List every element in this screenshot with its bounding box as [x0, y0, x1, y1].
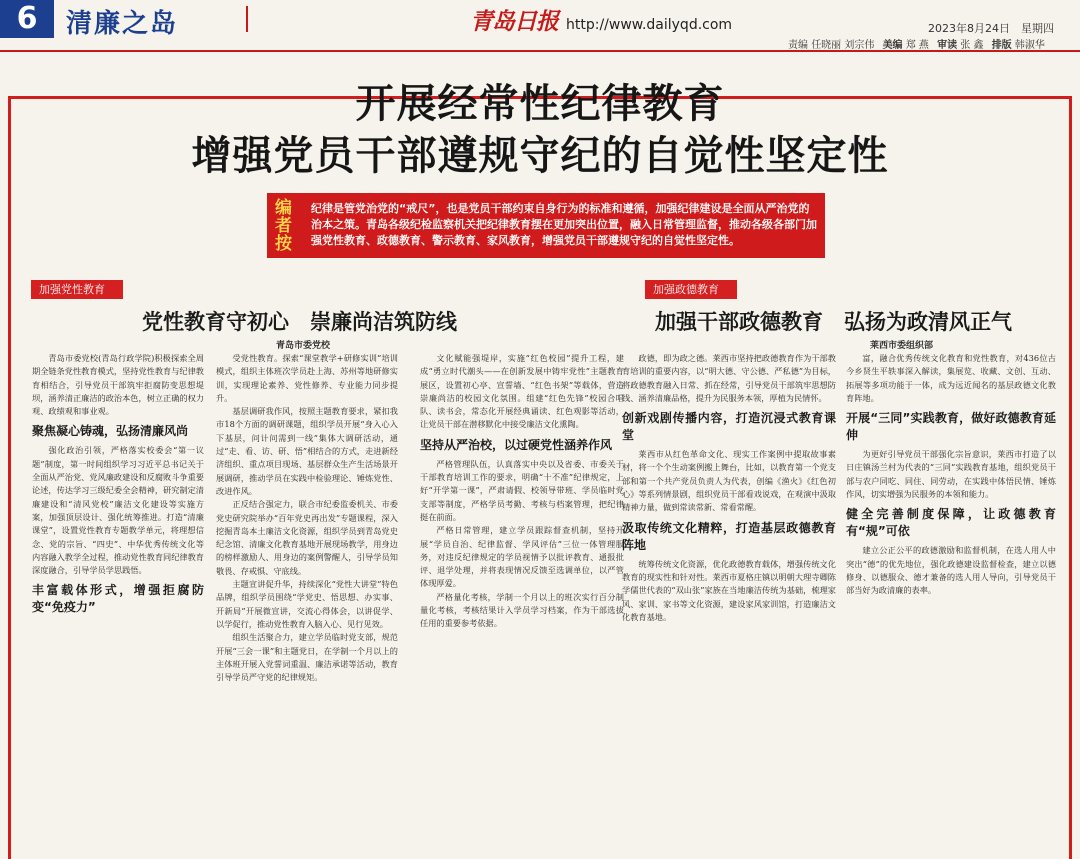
credit-name: 郑 燕 — [905, 40, 929, 51]
website-url[interactable]: http://www.dailyqd.com — [566, 17, 733, 33]
masthead — [0, 0, 1080, 52]
credit-name: 韩淑华 — [1014, 40, 1045, 51]
paragraph: 严格量化考核，学制一个月以上的班次实行百分制量化考核，考核结果计入学员学习档案，作为干部选拔任用的重要参考依据。 — [420, 591, 624, 629]
right-article-byline: 莱西市委组织部 — [870, 341, 934, 351]
paragraph: 严格日常管理，建立学员跟踪督查机制，坚持开展“学员自治、纪律监督、学风评估”三位一体管理服务，对违反纪律规定的学员视情予以批评教育、通报批评、退学处理，并将表现情况反馈至选调单位，以严管体现厚爱。 — [420, 525, 624, 589]
section-title: 清廉之岛 — [66, 9, 179, 39]
editor-note — [267, 193, 825, 258]
headline-line-1: 开展经常性纪律教育 — [355, 81, 725, 127]
credit-role: 美编 — [882, 40, 903, 51]
headline-line-2: 增强党员干部遵规守纪的自觉性坚定性 — [191, 133, 889, 179]
paragraph: 组织生活聚合力，建立学员临时党支部，规范开展“三会一课”和主题党日，在学制一个月以上的主体班开展入党誓词重温、廉洁承诺等活动，教育引导学员严守党的纪律规矩。 — [216, 632, 398, 683]
paragraph: 受党性教育。探索“课堂教学+研修实训”培训模式，组织主体班次学员赴上海、苏州等地研修实训，实现理论素养、党性修养、专业能力同步提升。 — [216, 353, 398, 403]
paragraph: 莱西市从红色革命文化、现实工作案例中提取故事素材，将一个个生动案例搬上舞台，比如，以教育第一个党支部和第一个共产党员负责人为代表，创编《渔火》《红色初心》等系列情景剧，组织党员干部看戏说戏，在观演中汲取精神力量，做到常读常新、常看常醒。 — [622, 449, 836, 513]
subheading: 丰富载体形式，增强拒腐防变“免疫力” — [32, 583, 204, 615]
paragraph: 政德，即为政之德。莱西市坚持把政德教育作为干部教育培训的重要内容，以“明大德、守公德、严私德”为目标，将政德教育融入日常、抓在经常，引导党员干部筑牢思想防线、涵养清廉品格，提升为民服务本领，厚植为民情怀。 — [622, 353, 836, 403]
credit-role: 排版 — [991, 40, 1012, 51]
paragraph: 强化政治引领，严格落实校委会“第一议题”制度，第一时间组织学习习近平总书记关于全面从严治党、党风廉政建设和反腐败斗争重要论述，传达学习三级纪委全会精神，研究制定清廉建设和“清风党校”廉洁文化建设等实施方案，加强顶层设计、强化统筹推进。打造“清廉课堂”，设置党性教育专题教学单元，将理想信念、党的宗旨、“四史”、中华优秀传统文化等内容融入教学全过程，推动党性教育同纪律教育深度融合，引导学员学思践悟。 — [32, 445, 204, 576]
paragraph: 统筹传统文化资源，优化政德教育载体，增强传统文化教育的现实性和针对性。莱西市夏格庄镇以明朝大理寺卿陈学儒世代表的“双山张”家族在当地廉洁传统为基础，梳理家风、家训、家书等文化资源，建设家风家训馆，打造廉洁文化教育基地。 — [622, 558, 836, 622]
right-article-title: 加强干部政德教育 弘扬为政清风正气 — [655, 310, 1012, 334]
paragraph: 基层调研我作风，按照主题教育要求，紧扣我市18个方面的调研课题，组织学员开展“身入心入下基层，问计问需到一线”集体大调研活动，通过“走、看、访、研、悟”相结合的方式，走进新经济组织、重点项目现场、基层群众生产生活场景开展调研，推动学员在实践中检验理论、锤炼党性、改进作风。 — [216, 406, 398, 496]
subheading: 汲取传统文化精粹，打造基层政德教育阵地 — [622, 520, 836, 552]
editorial-credits — [788, 36, 1045, 51]
paragraph: 文化赋能强堤岸，实施“红色校园”提升工程，建成“勇立时代潮头——在创新发展中铸牢党性”主题教育展区，设置初心亭、宣誓墙、“红色书架”等载体，营造崇廉尚洁的校园文化氛围。组建“红色先锋”校园合唱队、读书会，常态化开展经典诵读、红色观影等活动，让党员干部在潜移默化中接受廉洁文化熏陶。 — [420, 353, 624, 430]
section-divider — [246, 6, 248, 32]
subheading: 健全完善制度保障，让政德教育有“规”可依 — [846, 507, 1056, 539]
left-article-byline: 青岛市委党校 — [276, 341, 331, 351]
left-article-title: 党性教育守初心 崇廉尚洁筑防线 — [142, 310, 457, 334]
paragraph: 青岛市委党校(青岛行政学院)积极探索全周期全链条党性教育模式，坚持党性教育与纪律教育相结合，引导党员干部筑牢拒腐防变思想堤坝，涵养清正廉洁的政治本色，树立正确的权力观、政绩观和事业观。 — [32, 353, 204, 417]
left-section-tag: 加强党性教育 — [31, 280, 123, 299]
credit-name: 张 鑫 — [960, 40, 984, 51]
subheading: 坚持从严治校，以过硬党性涵养作风 — [420, 437, 613, 452]
editor-note-label: 编者按 — [275, 198, 292, 254]
subheading: 开展“三同”实践教育，做好政德教育延伸 — [846, 411, 1056, 443]
right-section-tag: 加强政德教育 — [645, 280, 737, 299]
article-column-4 — [622, 352, 836, 859]
credit-role: 审读 — [937, 40, 958, 51]
editor-note-text: 纪律是管党治党的“戒尺”，也是党员干部约束自身行为的标准和遵循，加强纪律建设是全面从严治党的治本之策。青岛各级纪检监察机关把纪律教育摆在更加突出位置，融入日常管理监督，推动各级各部门加强党性教育、政德教育、警示教育、家风教育，增强党员干部遵规守纪的自觉性坚定性。 — [311, 202, 817, 247]
subheading: 创新戏剧传播内容，打造沉浸式教育课堂 — [622, 411, 836, 443]
paragraph: 为更好引导党员干部强化宗旨意识，莱西市打造了以日庄镇汤兰村为代表的“三同”实践教育基地，组织党员干部与农户同吃、同住、同劳动，在实践中体悟民情、锤炼作风，切实增强为民服务的本领和能力。 — [846, 449, 1056, 500]
paragraph: 正反结合强定力，联合市纪委监委机关、市委党史研究院举办“百年党史再出发”专题课程，深入挖掘青岛本土廉洁文化资源，组织学员到青岛党史纪念馆、清廉文化教育基地开展现场教学，用身边的榜样激励人、用身边的案例警醒人，引导学员知敬畏、存戒惧、守底线。 — [216, 499, 398, 576]
article-column-1 — [32, 352, 204, 859]
article-column-3 — [420, 352, 624, 859]
paragraph: 建立公正公平的政德激励和监督机制，在选人用人中突出“德”的优先地位，强化政德建设监督检查，建立以德修身、以德服众、德才兼备的选人用人导向，引导党员干部当好为政清廉的表率。 — [846, 545, 1056, 596]
paragraph: 富，融合优秀传统文化教育和党性教育，对436位古今乡贤生平轶事深入解读，集展览、收藏、文创、互动、拓展等多项功能于一体，成为远近闻名的基层政德文化教育阵地。 — [846, 353, 1056, 403]
article-column-5 — [846, 352, 1056, 859]
issue-date: 2023年8月24日 星期四 — [928, 22, 1054, 35]
credit-role: 责编 — [788, 40, 808, 51]
paragraph: 主题宣讲促升华，持续深化“党性大讲堂”特色品牌，组织学员围绕“学党史、悟思想、办实事、开新局”开展微宣讲，交流心得体会，以讲促学、以学促行，推动党性教育入脑入心、见行见效。 — [216, 579, 398, 629]
article-column-2 — [216, 352, 398, 859]
credit-name: 任晓丽 刘宗伟 — [811, 40, 875, 51]
subheading: 聚焦凝心铸魂，弘扬清廉风尚 — [32, 424, 189, 439]
paragraph: 严格管理队伍，认真落实中央以及省委、市委关于干部教育培训工作的要求，明确“十不准”纪律规定，上好“开学第一课”，严肃请假、校领导带班、学员临时党支部等制度，严格学员考勤、考核与档案管理，把纪律挺在前面。 — [420, 458, 624, 522]
newspaper-logo: 青岛日报 — [470, 8, 558, 35]
page-number: 6 — [0, 0, 54, 38]
